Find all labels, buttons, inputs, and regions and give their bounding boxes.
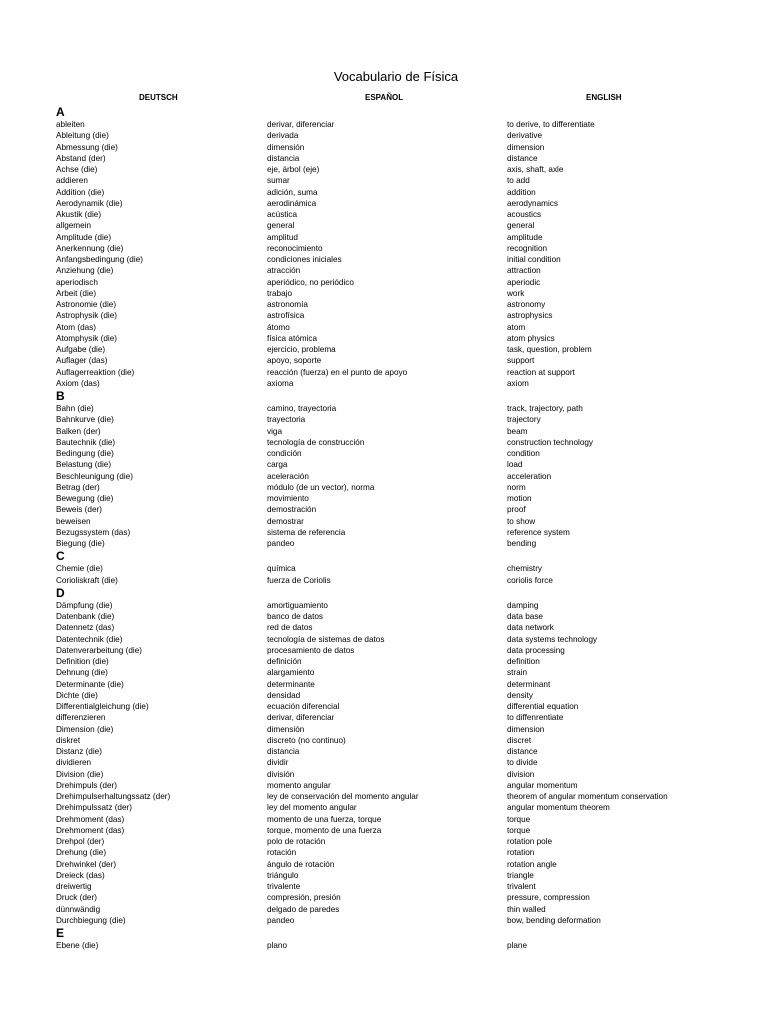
term-english: division [507,769,535,779]
vocab-row [56,679,736,690]
vocab-row [56,802,736,813]
term-espanol: derivar, diferenciar [267,713,335,723]
vocab-row [56,538,736,549]
term-espanol: rotación [267,848,297,858]
vocab-row [56,690,736,701]
vocab-row [56,142,736,153]
term-espanol: eje, árbol (eje) [267,165,320,174]
term-espanol: atracción [267,266,301,276]
vocab-row [56,904,736,915]
term-english: rotation angle [507,859,557,869]
term-espanol: axioma [267,378,294,388]
vocab-row [56,355,736,366]
term-espanol: pandeo [267,539,295,548]
section-letter: E [56,926,65,940]
term-deutsch: beweisen [56,516,91,526]
term-espanol: distancia [267,153,300,163]
vocab-row [56,277,736,288]
vocab-row [56,701,736,712]
vocab-row [56,645,736,656]
term-deutsch: Belastung (die) [56,460,112,470]
term-deutsch: Dämpfung (die) [56,600,113,610]
term-espanol: reconocimiento [267,243,323,253]
term-espanol: astrofísica [267,311,305,321]
term-espanol: condiciones iniciales [267,255,342,264]
term-english: motion [507,494,532,503]
term-english: triangle [507,870,534,880]
vocab-row [56,527,736,538]
vocab-row [56,459,736,470]
term-english: derivative [507,131,543,141]
term-english: data network [507,623,554,633]
term-deutsch: Bewegung (die) [56,494,114,503]
term-deutsch: Akustik (die) [56,210,102,219]
term-english: amplitude [507,232,543,242]
term-espanol: distancia [267,747,300,756]
term-deutsch: Atomphysik (die) [56,333,117,343]
vocab-row [56,333,736,344]
vocab-row [56,881,736,892]
vocab-row [56,288,736,299]
term-english: density [507,690,533,700]
term-espanol: dimensión [267,724,305,734]
term-english: chemistry [507,564,543,574]
term-espanol: demostrar [267,516,304,526]
term-espanol: apoyo, soporte [267,356,322,366]
term-espanol: aceleración [267,471,309,481]
term-deutsch: ableiten [56,120,85,129]
vocab-row [56,471,736,482]
term-espanol: banco de datos [267,612,323,621]
term-espanol: amortiguamiento [267,600,328,610]
vocab-row [56,563,736,574]
term-deutsch: Datenverarbeitung (die) [56,645,143,655]
term-english: pressure, compression [507,893,590,903]
vocab-row [56,622,736,633]
term-deutsch: Astrophysik (die) [56,311,117,321]
term-english: trivalent [507,882,536,891]
vocab-row [56,426,736,437]
vocab-row [56,299,736,310]
term-espanol: fuerza de Coriolis [267,575,331,585]
term-deutsch: Dimension (die) [56,724,114,734]
term-english: discret [507,735,532,745]
term-english: dimension [507,724,545,734]
term-deutsch: Datentechnik (die) [56,634,123,644]
term-english: distance [507,747,538,756]
vocab-row [56,825,736,836]
term-deutsch: Bautechnik (die) [56,437,116,447]
term-english: definition [507,657,540,666]
vocab-row [56,712,736,723]
term-english: differential equation [507,702,579,711]
vocab-row [56,243,736,254]
term-espanol: astronomía [267,300,308,309]
term-deutsch: Aufgabe (die) [56,345,106,354]
vocab-row [56,482,736,493]
section-letter: C [56,549,65,564]
term-espanol: tecnología de sistemas de datos [267,634,385,644]
term-deutsch: Beschleunigung (die) [56,471,133,481]
vocab-row [56,265,736,276]
term-english: data systems technology [507,634,598,644]
term-espanol: torque, momento de una fuerza [267,825,382,835]
term-english: reference system [507,527,570,537]
term-english: rotation pole [507,837,553,846]
vocab-row [56,859,736,870]
vocab-row [56,175,736,186]
term-deutsch: differenzieren [56,713,106,723]
term-espanol: momento de una fuerza, torque [267,814,382,824]
column-headers [56,93,736,105]
term-espanol: amplitud [267,232,298,242]
term-english: recognition [507,243,548,253]
term-espanol: derivar, diferenciar [267,120,335,129]
vocab-row [56,378,736,389]
section-letter: D [56,585,65,600]
term-espanol: tecnología de construcción [267,437,365,447]
term-deutsch: Arbeit (die) [56,288,97,298]
term-deutsch: Bahnkurve (die) [56,415,114,425]
vocab-row [56,870,736,881]
vocab-row [56,164,736,175]
vocab-row [56,611,736,622]
term-deutsch: Bahn (die) [56,404,94,413]
term-deutsch: Anfangsbedingung (die) [56,255,143,264]
term-english: to diffenrentiate [507,713,564,723]
term-english: angular momentum theorem [507,803,610,813]
page-title: Vocabulario de Física [333,69,459,84]
section-letter: B [56,389,65,403]
term-espanol: reacción (fuerza) en el punto de apoyo [267,367,408,377]
term-english: astrophysics [507,311,553,321]
term-deutsch: Bedingung (die) [56,449,114,458]
term-espanol: ecuación diferencial [267,702,340,711]
term-espanol: módulo (de un vector), norma [267,482,375,492]
term-deutsch: Drehimpulserhaltungssatz (der) [56,792,171,801]
vocab-row [56,198,736,209]
term-english: reaction at support [507,367,575,377]
term-english: to derive, to differentiate [507,120,595,129]
term-deutsch: Auflager (das) [56,356,108,366]
vocab-row [56,735,736,746]
term-deutsch: Anziehung (die) [56,266,114,276]
vocabulary-page [56,68,736,951]
vocab-row [56,600,736,611]
term-espanol: carga [267,460,288,470]
vocab-row [56,634,736,645]
term-english: bending [507,539,537,548]
term-english: track, trajectory, path [507,404,583,413]
term-english: general [507,221,535,231]
term-english: torque [507,814,531,824]
term-espanol: adición, suma [267,187,318,197]
term-deutsch: Determinante (die) [56,679,124,689]
term-english: to show [507,516,536,526]
term-deutsch: diskret [56,735,81,745]
term-deutsch: Betrag (der) [56,482,100,492]
term-deutsch: Corioliskraft (die) [56,575,118,585]
term-espanol: procesamiento de datos [267,645,355,655]
term-deutsch: Anerkennung (die) [56,243,124,253]
vocab-row [56,814,736,825]
term-espanol: general [267,221,295,231]
term-espanol: triángulo [267,870,299,880]
term-english: coriolis force [507,575,553,585]
vocabulary-list [56,105,736,951]
term-english: aperiodic [507,277,541,287]
term-deutsch: Dichte (die) [56,690,98,700]
term-deutsch: Auflagerreaktion (die) [56,367,135,377]
term-english: atom physics [507,333,555,343]
term-espanol: viga [267,426,283,436]
header-deutsch: DEUTSCH [139,93,178,102]
term-espanol: pandeo [267,915,295,925]
vocab-row [56,403,736,414]
term-espanol: derivada [267,131,299,141]
term-english: strain [507,668,528,678]
vocab-row [56,232,736,243]
vocab-row [56,780,736,791]
term-deutsch: allgemein [56,221,92,231]
term-deutsch: Drehpol (der) [56,837,105,846]
vocab-row [56,940,736,951]
term-english: astronomy [507,300,546,309]
term-english: atom [507,322,526,332]
term-english: proof [507,505,526,515]
vocab-row [56,915,736,926]
term-espanol: polo de rotación [267,837,326,846]
vocab-row [56,656,736,667]
term-deutsch: Definition (die) [56,657,109,666]
term-english: angular momentum [507,780,578,790]
vocab-row [56,757,736,768]
term-english: rotation [507,848,535,858]
term-espanol: plano [267,941,288,950]
term-espanol: ley del momento angular [267,803,357,813]
section-letter: A [56,105,65,119]
term-espanol: ley de conservación del momento angular [267,792,419,801]
term-deutsch: aperiodisch [56,277,98,287]
term-english: load [507,460,523,470]
term-espanol: química [267,564,296,574]
vocab-row [56,414,736,425]
term-deutsch: Drehimpuls (der) [56,780,117,790]
term-espanol: camino, trayectoria [267,404,337,413]
vocab-row [56,437,736,448]
header-espanol: ESPAÑOL [365,93,404,102]
term-deutsch: Abmessung (die) [56,142,118,152]
term-deutsch: Druck (der) [56,893,97,903]
term-deutsch: Astronomie (die) [56,300,117,309]
vocab-row [56,575,736,586]
term-deutsch: Division (die) [56,769,104,779]
term-deutsch: Beweis (der) [56,505,102,515]
vocab-row [56,130,736,141]
term-english: torque [507,825,531,835]
term-deutsch: Chemie (die) [56,564,103,574]
vocab-row [56,153,736,164]
term-deutsch: Bezugssystem (das) [56,527,131,537]
term-english: aerodynamics [507,198,558,208]
term-espanol: dimensión [267,142,305,152]
term-espanol: movimiento [267,494,309,503]
vocab-row [56,847,736,858]
term-deutsch: Differentialgleichung (die) [56,702,149,711]
header-english: ENGLISH [586,93,622,102]
term-espanol: momento angular [267,780,331,790]
term-english: distance [507,153,538,163]
term-english: to divide [507,758,538,768]
term-english: axiom [507,378,529,388]
vocab-row [56,367,736,378]
term-english: to add [507,176,530,186]
term-espanol: dividir [267,758,289,768]
vocab-row [56,791,736,802]
vocab-row [56,220,736,231]
term-deutsch: Drehung (die) [56,848,107,858]
term-english: data processing [507,645,565,655]
term-espanol: sumar [267,176,290,186]
term-english: theorem of angular momentum conservation [507,792,668,801]
term-espanol: determinante [267,679,315,689]
term-espanol: definición [267,657,302,666]
term-english: addition [507,187,536,197]
vocab-row [56,209,736,220]
term-deutsch: Atom (das) [56,322,97,332]
term-deutsch: Drehmoment (das) [56,814,125,824]
term-english: trajectory [507,415,541,425]
term-espanol: física atómica [267,333,318,343]
term-english: plane [507,941,528,950]
term-espanol: compresión, presión [267,893,341,903]
vocab-row [56,504,736,515]
vocab-row [56,892,736,903]
term-deutsch: Datennetz (das) [56,623,115,633]
term-espanol: trabajo [267,288,293,298]
term-english: support [507,356,535,366]
term-espanol: sistema de referencia [267,527,346,537]
term-espanol: red de datos [267,623,313,633]
vocab-row [56,746,736,757]
term-english: beam [507,426,528,436]
vocab-row [56,254,736,265]
term-espanol: trivalente [267,882,301,891]
term-english: dimension [507,142,545,152]
term-espanol: discreto (no continuo) [267,735,346,745]
term-english: work [507,288,525,298]
term-english: task, question, problem [507,345,592,354]
term-espanol: ejercicio, problema [267,345,336,354]
term-deutsch: Dreieck (das) [56,870,105,880]
term-english: damping [507,600,539,610]
term-espanol: acústica [267,210,298,219]
term-espanol: aperiódico, no periódico [267,277,354,287]
term-espanol: ángulo de rotación [267,859,335,869]
term-espanol: condición [267,449,302,458]
term-espanol: aerodinámica [267,198,317,208]
term-english: determinant [507,679,551,689]
term-deutsch: Drehimpulssatz (der) [56,803,132,813]
term-deutsch: addieren [56,176,88,186]
vocab-row [56,310,736,321]
vocab-row [56,344,736,355]
term-english: data base [507,612,543,621]
term-espanol: demostración [267,505,317,515]
vocab-row [56,187,736,198]
vocab-row [56,836,736,847]
term-deutsch: Dehnung (die) [56,668,108,678]
term-deutsch: Datenbank (die) [56,612,115,621]
term-deutsch: Axiom (das) [56,378,100,388]
term-english: bow, bending deformation [507,915,601,925]
vocab-row [56,493,736,504]
term-deutsch: Ableitung (die) [56,131,109,141]
term-deutsch: Distanz (die) [56,747,102,756]
term-deutsch: dünnwändig [56,904,101,914]
vocab-row [56,119,736,130]
term-english: initial condition [507,255,561,264]
term-espanol: alargamiento [267,668,315,678]
term-deutsch: Drehmoment (das) [56,825,125,835]
term-deutsch: Amplitude (die) [56,232,112,242]
vocab-row [56,769,736,780]
term-english: axis, shaft, axle [507,165,564,174]
vocab-row [56,516,736,527]
vocab-row [56,322,736,333]
term-english: acceleration [507,471,552,481]
term-espanol: delgado de paredes [267,904,340,914]
term-deutsch: Drehwinkel (der) [56,859,117,869]
term-espanol: densidad [267,690,301,700]
term-deutsch: Achse (die) [56,165,98,174]
term-deutsch: Durchbiegung (die) [56,915,126,925]
term-english: condition [507,449,540,458]
vocab-row [56,448,736,459]
term-english: norm [507,482,526,492]
term-english: attraction [507,266,541,276]
vocab-row [56,667,736,678]
term-deutsch: Addition (die) [56,187,105,197]
term-espanol: división [267,769,295,779]
term-deutsch: Biegung (die) [56,539,105,548]
term-deutsch: dividieren [56,758,92,768]
term-english: construction technology [507,437,594,447]
term-espanol: trayectoria [267,415,306,425]
term-deutsch: dreiwertig [56,882,92,891]
term-deutsch: Abstand (der) [56,153,106,163]
term-english: thin walled [507,904,546,914]
term-espanol: átomo [267,322,290,332]
term-deutsch: Balken (der) [56,426,101,436]
term-english: acoustics [507,210,542,219]
term-deutsch: Ebene (die) [56,941,99,950]
term-deutsch: Aerodynamik (die) [56,198,123,208]
vocab-row [56,724,736,735]
